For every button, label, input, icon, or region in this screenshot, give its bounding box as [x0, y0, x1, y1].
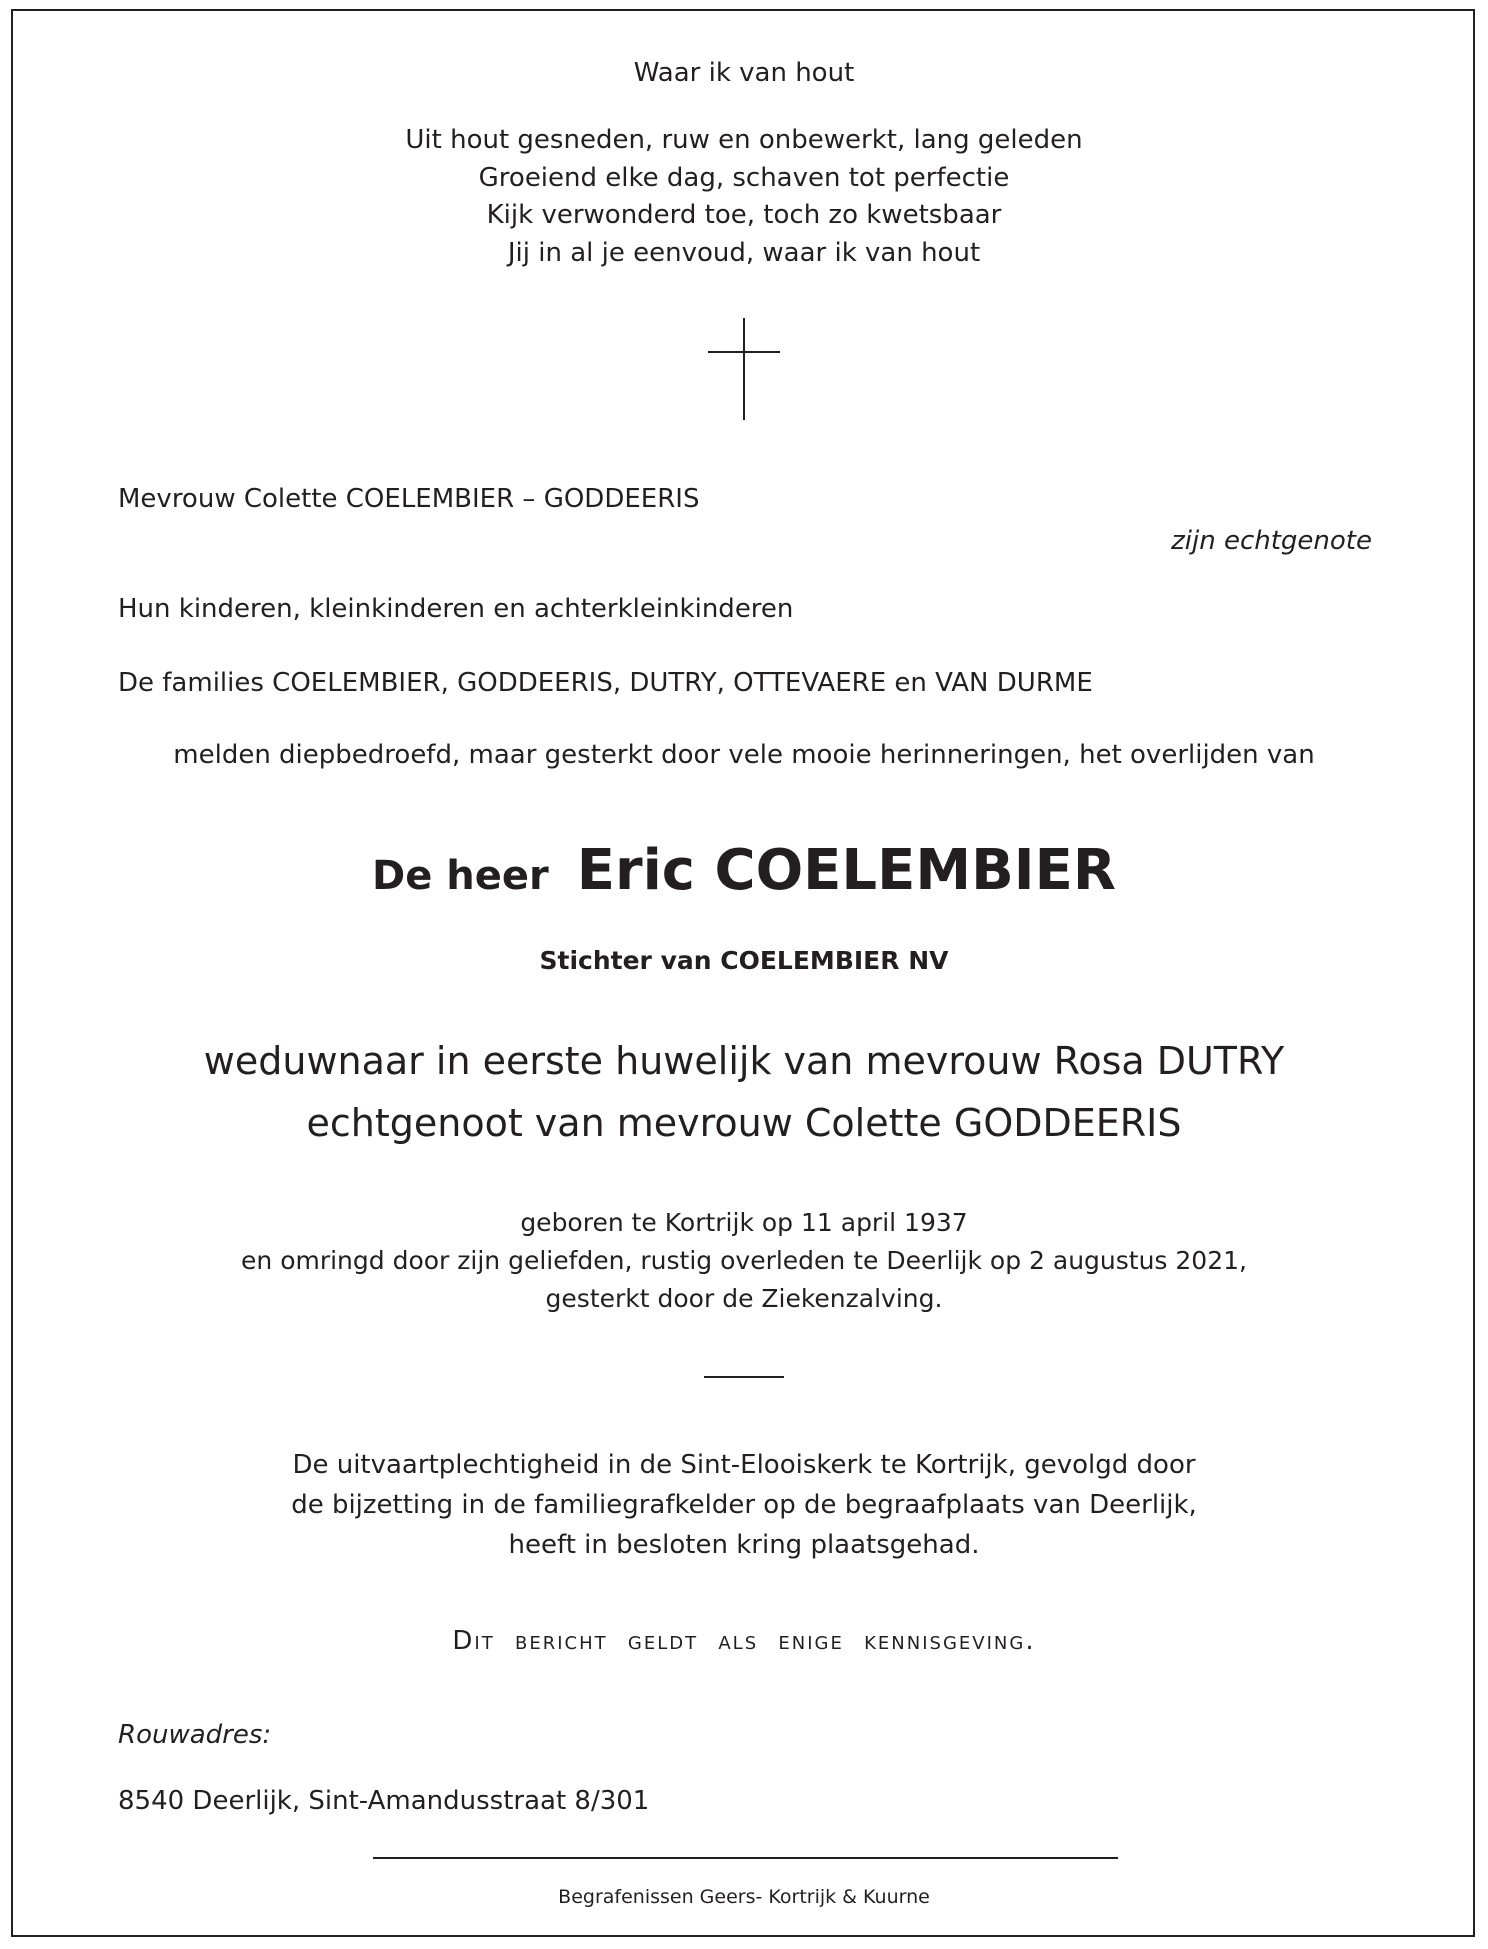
funeral-line-2: de bijzetting in de familiegrafkelder op de begraafplaats van Deerlijk,: [291, 1490, 1197, 1520]
notice-line: Dit bericht geldt als enige kennisgeving.: [452, 1626, 1036, 1656]
deceased-heading: [0, 838, 1488, 903]
children-line: Hun kinderen, kleinkinderen en achterkleinkinderen: [118, 594, 794, 624]
address-value: 8540 Deerlijk, Sint-Amandusstraat 8/301: [118, 1786, 650, 1816]
funeral-line-1: De uitvaartplechtigheid in de Sint-Elooiskerk te Kortrijk, gevolgd door: [292, 1450, 1196, 1480]
poem: [0, 122, 1488, 272]
deceased-name: Eric COELEMBIER: [576, 838, 1116, 903]
death-line: en omringd door zijn geliefden, rustig overleden te Deerlijk op 2 augustus 2021,: [241, 1246, 1247, 1275]
funeral-line-3: heeft in besloten kring plaatsgehad.: [508, 1530, 980, 1560]
sacrament-line: gesterkt door de Ziekenzalving.: [545, 1284, 943, 1313]
deceased-title: De heer: [372, 853, 549, 899]
poem-line: Jij in al je eenvoud, waar ik van hout: [507, 237, 981, 268]
funeral-details: [0, 1445, 1488, 1565]
cross-icon: [708, 318, 780, 420]
address-label: Rouwadres:: [118, 1720, 272, 1750]
marital-line-2: echtgenoot van mevrouw Colette GODDEERIS: [306, 1101, 1182, 1145]
poem-line: Kijk verwonderd toe, toch zo kwetsbaar: [486, 200, 1002, 230]
marital-status: [0, 1030, 1488, 1154]
spouse-name: Mevrouw Colette COELEMBIER – GODDEERIS: [118, 484, 700, 514]
life-details: [0, 1204, 1488, 1318]
marital-line-1: weduwnaar in eerste huwelijk van mevrouw Rosa DUTRY: [203, 1039, 1285, 1083]
undertaker: Begrafenissen Geers- Kortrijk & Kuurne: [558, 1886, 930, 1908]
announcement: melden diepbedroefd, maar gesterkt door vele mooie herinneringen, het overlijden van: [173, 740, 1315, 770]
families-line: De families COELEMBIER, GODDEERIS, DUTRY, OTTEVAERE en VAN DURME: [118, 668, 1093, 698]
section-divider: [704, 1376, 784, 1378]
footer-rule: [373, 1857, 1118, 1859]
spouse-role: zijn echtgenote: [1171, 526, 1372, 556]
birth-line: geboren te Kortrijk op 11 april 1937: [520, 1208, 968, 1237]
poem-line: Groeiend elke dag, schaven tot perfectie: [478, 162, 1010, 193]
deceased-role: Stichter van COELEMBIER NV: [539, 946, 949, 975]
poem-line: Uit hout gesneden, ruw en onbewerkt, lang geleden: [405, 125, 1083, 155]
poem-title: Waar ik van hout: [633, 58, 855, 88]
